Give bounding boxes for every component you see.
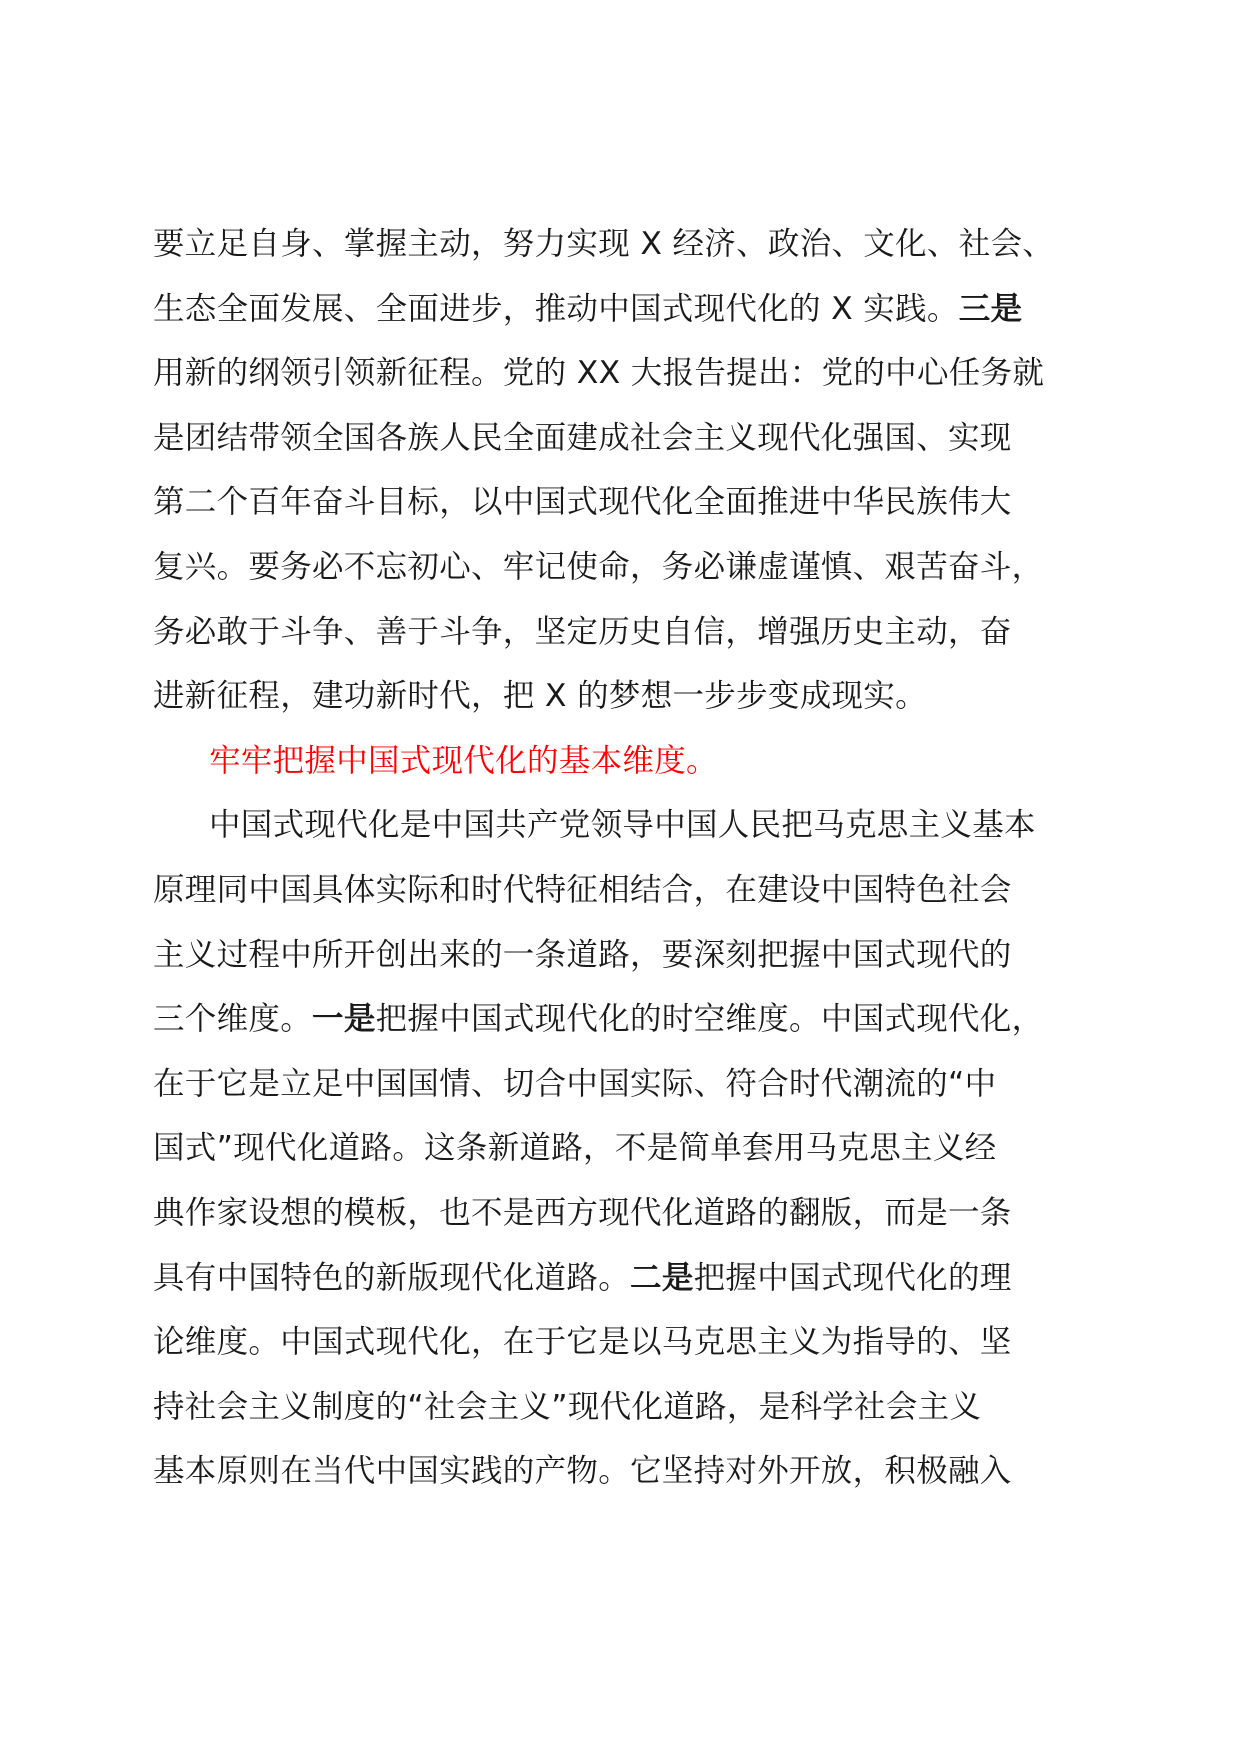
text-line: [153, 600, 1113, 665]
line-text: 进新征程，建功新时代，把 X 的梦想一步步变成现实。: [153, 678, 927, 715]
line-text: 典作家设想的模板，也不是西方现代化道路的翻版，而是一条: [153, 1194, 1012, 1231]
text-line: [153, 470, 1113, 535]
paragraph-first-line: [153, 793, 1113, 858]
line-text: 生态全面发展、全面进步，推动中国式现代化的 X 实践。: [153, 290, 959, 327]
line-text: 第二个百年奋斗目标，以中国式现代化全面推进中华民族伟大: [153, 484, 1012, 521]
line-text: 在于它是立足中国国情、切合中国实际、符合时代潮流的“中: [153, 1065, 997, 1102]
line-text: 持社会主义制度的“社会主义”现代化道路，是科学社会主义: [153, 1388, 982, 1425]
line-text: 把握中国式现代化的理: [693, 1259, 1012, 1296]
bold-marker: 三是: [958, 290, 1023, 327]
text-line: [153, 277, 1113, 342]
text-line: [153, 1246, 1113, 1311]
section-heading-text: 牢牢把握中国式现代化的基本维度。: [209, 742, 718, 779]
line-text: 主义过程中所开创出来的一条道路，要深刻把握中国式现代的: [153, 936, 1012, 973]
line-text: 用新的纲领引领新征程。党的 XX 大报告提出：党的中心任务就: [153, 355, 1045, 392]
document-body: [153, 212, 1113, 1504]
line-text: 要立足自身、掌握主动，努力实现 X 经济、政治、文化、社会、: [153, 226, 1055, 262]
line-text: 基本原则在当代中国实践的产物。它坚持对外开放，积极融入: [153, 1453, 1012, 1490]
line-text: 国式”现代化道路。这条新道路，不是简单套用马克思主义经: [153, 1130, 997, 1167]
text-line: [153, 1439, 1113, 1504]
section-heading: [153, 729, 1113, 794]
line-text: 是团结带领全国各族人民全面建成社会主义现代化强国、实现: [153, 419, 1012, 456]
text-line: [153, 212, 1113, 277]
text-line: [153, 1310, 1113, 1375]
line-text: 复兴。要务必不忘初心、牢记使命，务必谦虚谨慎、艰苦奋斗，: [153, 548, 1044, 585]
text-line: [153, 341, 1113, 406]
text-line: [153, 1116, 1113, 1181]
text-line: [153, 1181, 1113, 1246]
text-line: [153, 1052, 1113, 1117]
line-text: 具有中国特色的新版现代化道路。: [153, 1259, 631, 1296]
text-line: [153, 406, 1113, 471]
text-line: [153, 535, 1113, 600]
line-text: 原理同中国具体实际和时代特征相结合，在建设中国特色社会: [153, 871, 1012, 908]
text-line: [153, 858, 1113, 923]
line-text: 把握中国式现代化的时空维度。中国式现代化，: [375, 1001, 1044, 1038]
text-line: [153, 987, 1113, 1052]
bold-marker: 一是: [312, 1001, 376, 1038]
line-text: 三个维度。: [153, 1001, 313, 1038]
line-text: 务必敢于斗争、善于斗争，坚定历史自信，增强历史主动，奋: [153, 613, 1012, 650]
text-line: [153, 923, 1113, 988]
bold-marker: 二是: [630, 1259, 694, 1296]
line-text: 中国式现代化是中国共产党领导中国人民把马克思主义基本: [209, 807, 1036, 844]
line-text: 论维度。中国式现代化，在于它是以马克思主义为指导的、坚: [153, 1324, 1012, 1361]
text-line: [153, 1375, 1113, 1440]
text-line: [153, 664, 1113, 729]
